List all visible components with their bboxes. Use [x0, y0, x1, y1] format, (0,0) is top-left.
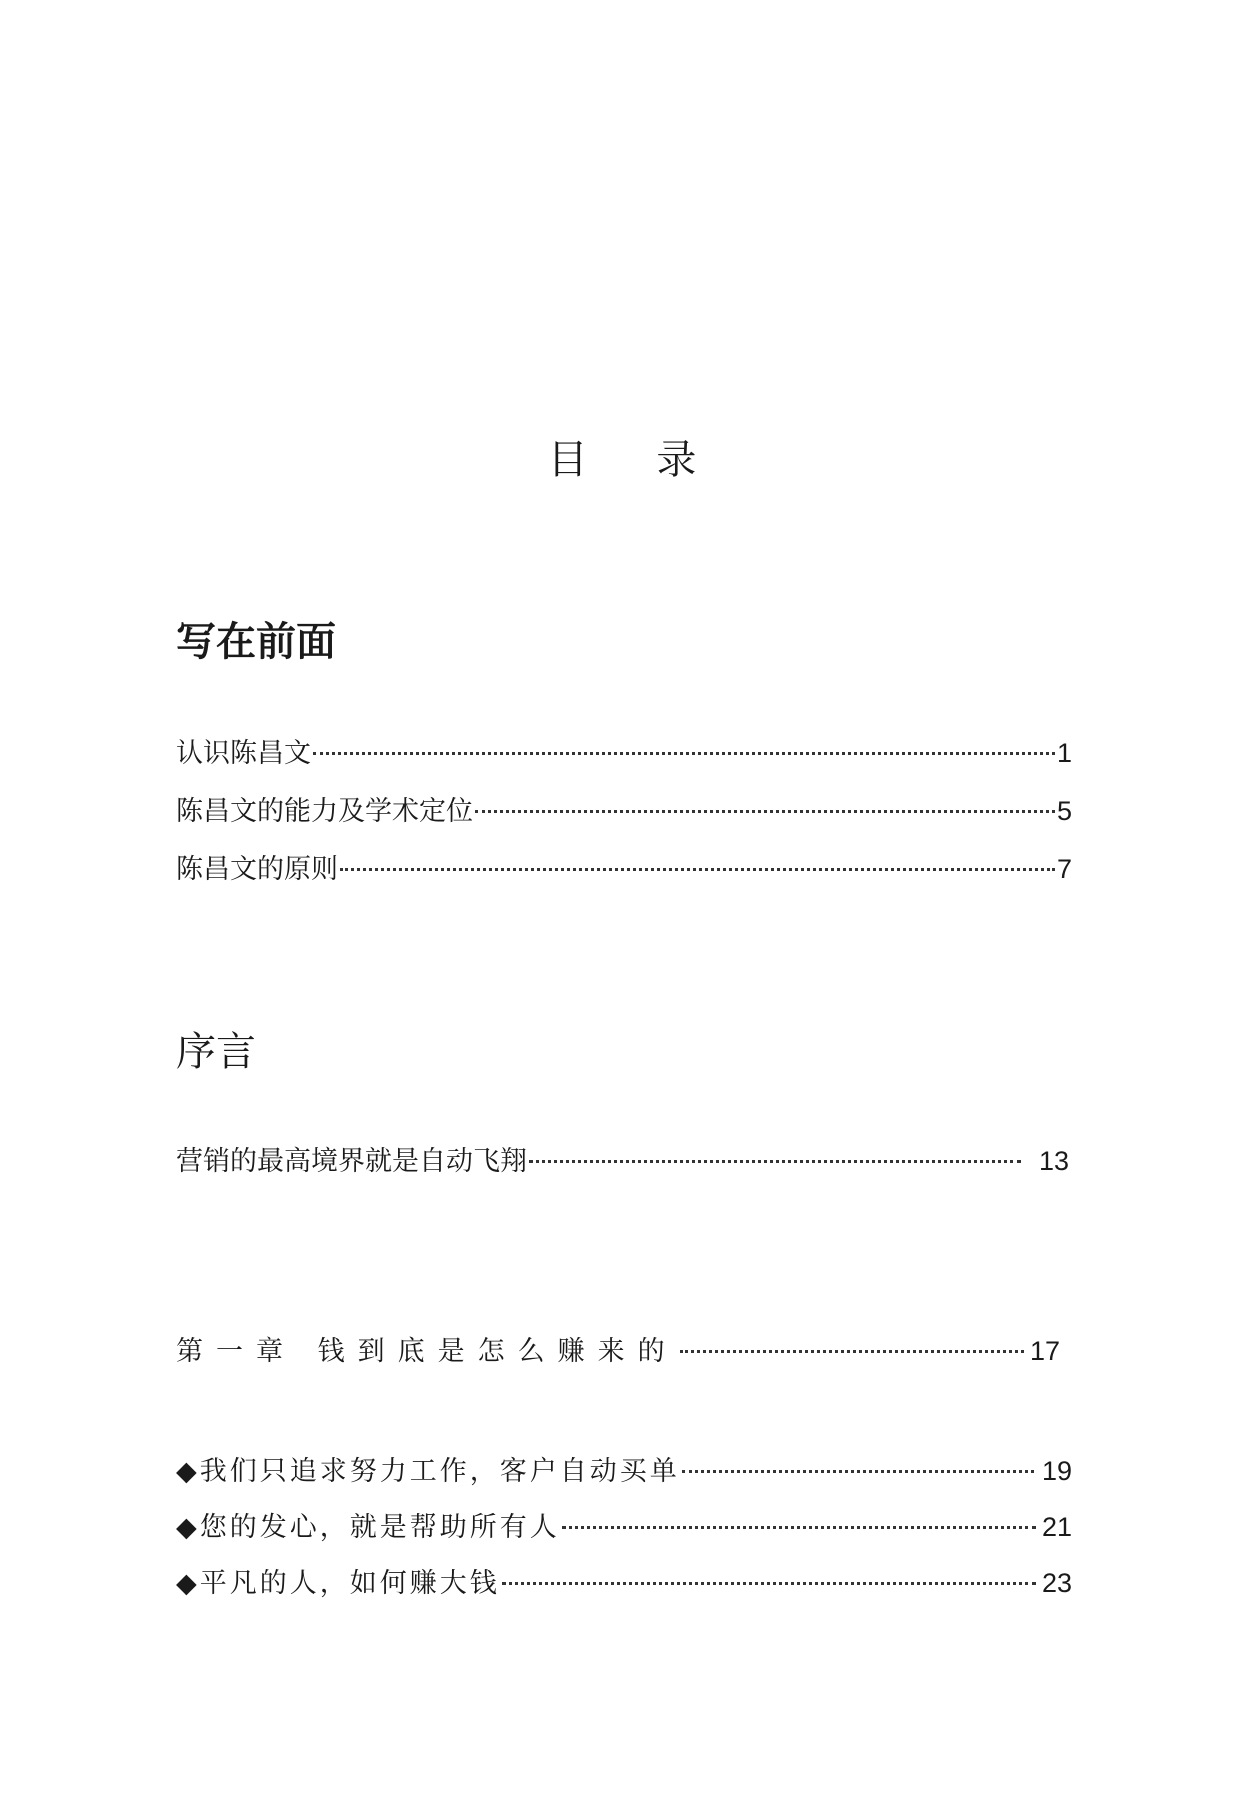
toc-leader: [502, 1558, 1036, 1592]
toc-entry-page: 13: [1038, 1146, 1069, 1176]
toc-leader: [340, 844, 1055, 878]
toc-entry[interactable]: [176, 1558, 1072, 1601]
section-heading-foreword: 序言: [176, 1029, 256, 1075]
toc-chapter-label: 第一章 钱到底是怎么赚来的: [176, 1336, 678, 1367]
section-heading-preface-notes: 写在前面: [176, 619, 336, 665]
toc-leader: [562, 1502, 1036, 1536]
toc-entry-label: ◆平凡的人，如何赚大钱: [176, 1568, 500, 1599]
toc-entry-label: 陈昌文的能力及学术定位: [176, 796, 473, 827]
toc-entry-page: 21: [1041, 1512, 1072, 1542]
toc-entry-label: ◆您的发心，就是帮助所有人: [176, 1512, 560, 1543]
toc-entry[interactable]: [176, 786, 1072, 829]
toc-entry[interactable]: [176, 1136, 1069, 1179]
toc-chapter[interactable]: [176, 1326, 1060, 1369]
toc-entry[interactable]: [176, 728, 1072, 771]
toc-entry[interactable]: [176, 1502, 1072, 1545]
page-title: 目 录: [547, 437, 725, 483]
toc-leader: [313, 728, 1055, 762]
toc-entry-label: 认识陈昌文: [176, 738, 311, 769]
toc-leader: [680, 1326, 1024, 1360]
toc-chapter-page: 17: [1029, 1336, 1060, 1366]
toc-leader: [529, 1136, 1021, 1170]
toc-entry-label: 营销的最高境界就是自动飞翔: [176, 1146, 527, 1177]
toc-entry-page: 1: [1056, 738, 1072, 768]
toc-entry[interactable]: [176, 1446, 1072, 1489]
toc-entry-page: 23: [1041, 1568, 1072, 1598]
toc-entry-page: 5: [1056, 796, 1072, 826]
toc-entry-page: 7: [1056, 854, 1072, 884]
toc-leader: [682, 1446, 1034, 1480]
toc-entry[interactable]: [176, 844, 1072, 887]
toc-entry-label: 陈昌文的原则: [176, 854, 338, 885]
toc-leader: [475, 786, 1055, 820]
toc-entry-page: 19: [1041, 1456, 1072, 1486]
toc-entry-label: ◆我们只追求努力工作，客户自动买单: [176, 1456, 680, 1487]
